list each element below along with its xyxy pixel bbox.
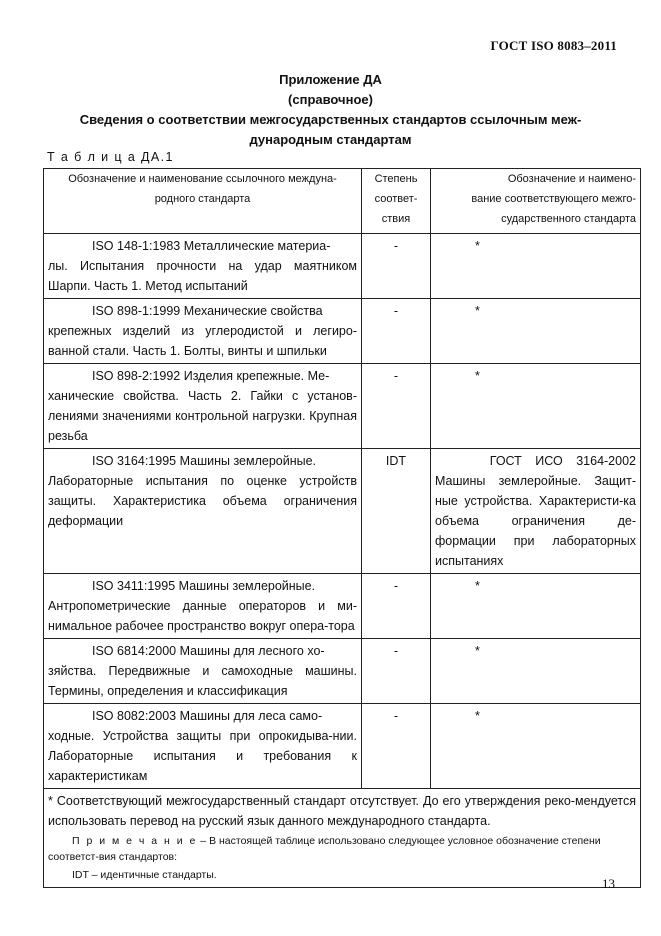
document-code: ГОСТ ISO 8083–2011 [490, 38, 617, 53]
degree-cell: - [362, 364, 431, 449]
interstate-standard-cell: ГОСТ ИСО 3164-2002 Машины землеройные. Защит-ные устройства. Характеристи-ка объема ограничения де-формации при лабораторных испытаниях [431, 449, 641, 574]
interstate-standard-cell: * [431, 704, 641, 789]
table-footnote-cell [44, 789, 641, 888]
interstate-standard-cell: * [431, 299, 641, 364]
standards-table [43, 168, 641, 888]
degree-cell: - [362, 234, 431, 299]
table-caption: Т а б л и ц а ДА.1 [47, 150, 174, 164]
appendix-heading-line2: дународным стандартам [249, 132, 412, 147]
appendix-type: (справочное) [288, 92, 373, 107]
interstate-standard-cell: * [431, 639, 641, 704]
table-row [44, 234, 641, 299]
interstate-standard-cell: * [431, 364, 641, 449]
degree-cell: - [362, 574, 431, 639]
table-header-row [44, 169, 641, 234]
reference-standard-cell: ISO 6814:2000 Машины для лесного хо- зяйства. Передвижные и самоходные машины. Термины, определения и классификация [44, 639, 362, 704]
reference-standard-cell: ISO 3164:1995 Машины землеройные. Лабораторные испытания по оценке устройств защиты. Характеристика объема ограничения деформации [44, 449, 362, 574]
note-label: П р и м е ч а н и е [72, 835, 198, 847]
table-row [44, 639, 641, 704]
degree-cell: - [362, 704, 431, 789]
table-row [44, 449, 641, 574]
degree-cell: IDT [362, 449, 431, 574]
table-note [48, 833, 636, 865]
degree-cell: - [362, 299, 431, 364]
table-footer-row [44, 789, 641, 888]
reference-standard-cell: ISO 148-1:1983 Металлические материа- лы. Испытания прочности на удар маятником Шарпи. Часть 1. Метод испытаний [44, 234, 362, 299]
table-row [44, 574, 641, 639]
appendix-heading-line1: Сведения о соответствии межгосударственных стандартов ссылочным меж- [79, 112, 582, 127]
reference-standard-cell: ISO 3411:1995 Машины землеройные. Антропометрические данные операторов и ми-нимальное рабочее пространство вокруг опера-тора [44, 574, 362, 639]
interstate-standard-cell: * [431, 574, 641, 639]
table-row [44, 364, 641, 449]
interstate-standard-cell: * [431, 234, 641, 299]
note-idt: IDT – идентичные стандарты. [72, 869, 217, 881]
appendix-title: Приложение ДА [279, 72, 382, 87]
degree-cell: - [362, 639, 431, 704]
page-number: 13 [602, 876, 615, 891]
footnote-text: * Соответствующий межгосударственный стандарт отсутствует. До его утверждения реко-мендуется использовать перевод на русский язык данного международного стандарта. [48, 794, 636, 828]
reference-standard-cell: ISO 898-2:1992 Изделия крепежные. Ме- ханические свойства. Часть 2. Гайки с установ-лениями значениями контрольной нагрузки. Крупная резьба [44, 364, 362, 449]
reference-standard-cell: ISO 8082:2003 Машины для леса само- ходные. Устройства защиты при опрокидыва-нии. Лабораторные испытания и требования к характеристикам [44, 704, 362, 789]
reference-standard-cell: ISO 898-1:1999 Механические свойства крепежных изделий из углеродистой и легиро-ванной стали. Часть 1. Болты, винты и шпильки [44, 299, 362, 364]
table-row [44, 299, 641, 364]
note-text: – В настоящей таблице использовано следующее условное обозначение степени соответст-вия стандартов: [48, 835, 601, 863]
header-degree: Степень соответ- ствия [362, 169, 431, 234]
table-row [44, 704, 641, 789]
header-interstate-standard: Обозначение и наимено- вание соответствующего межго- сударственного стандарта [431, 169, 641, 234]
header-reference-standard: Обозначение и наименование ссылочного междуна- родного стандарта [44, 169, 362, 234]
